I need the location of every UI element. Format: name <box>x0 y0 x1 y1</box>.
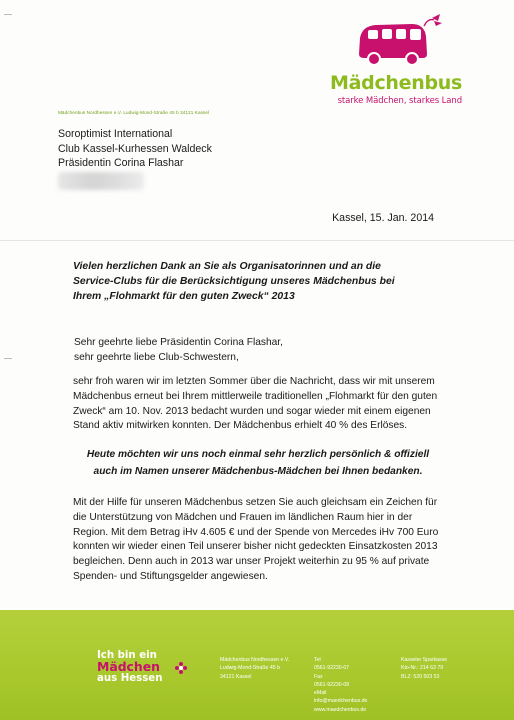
salutation-line: Sehr geehrte liebe Präsidentin Corina Flashar, <box>74 337 283 348</box>
footer-contact <box>314 656 367 714</box>
tel-label: Tel <box>314 657 321 663</box>
footer-logo <box>97 650 162 684</box>
footer-address-line: Ludwig-Mond-Straße 45 b <box>220 665 280 672</box>
text-line: konnten wir wieder einen Teil unserer bisher nicht gedeckten Einsatzkosten 2013 <box>73 541 438 553</box>
logo-name: Mädchenbus <box>330 72 462 94</box>
subject-line: Service-Clubs für die Berücksichtigung unseres Mädchenbus bei <box>73 276 395 288</box>
recipient-address <box>58 127 212 171</box>
footer-address-line: Mädchenbus Nordhessen e.V. <box>220 657 290 663</box>
footer-bank-line: Kasseler Sparkasse <box>401 657 448 663</box>
text-line: Spenden- und Stiftungsgelder angewiesen. <box>73 570 268 582</box>
recipient-line: Soroptimist International <box>58 128 173 140</box>
fax-value: 0561-92230-08 <box>314 681 350 688</box>
footer-bank-line: Kto-Nr.: 214 63 79 <box>401 665 444 672</box>
footer-logo-line: aus Hessen <box>97 673 163 684</box>
footer-logo-highlight: Mädchen <box>97 659 160 674</box>
footer-tel <box>314 656 367 673</box>
sender-address-line: Mädchenbus Nordhessen e.V. Ludwig-Mond-Straße 45 b 34121 Kassel <box>58 110 210 115</box>
logo-tagline: starke Mädchen, starkes Land <box>337 96 462 106</box>
footer-web: www.maedchenbus.de <box>314 706 367 713</box>
mail-label: eMail <box>314 690 327 697</box>
text-line: Stand aktiv mitwirken konnten. Der Mädchenbus erhielt 40 % des Erlöses. <box>73 420 408 432</box>
text-line: sehr froh waren wir im letzten Sommer über die Nachricht, dass wir mit unserem <box>73 376 435 387</box>
salutation-line: sehr geehrte liebe Club-Schwestern, <box>74 352 239 363</box>
footer-address-line: 34121 Kassel <box>220 673 252 680</box>
punch-mark <box>4 14 12 15</box>
footer-logo-line: Ich bin ein <box>97 650 157 661</box>
footer-fax <box>314 673 367 690</box>
paragraph-2 <box>73 496 443 585</box>
recipient-line: Club Kassel-Kurhessen Waldeck <box>58 142 212 155</box>
maedchenbus-logo <box>312 14 462 104</box>
paragraph-1 <box>73 375 443 434</box>
text-line: Zweck“ am 10. Nov. 2013 bedacht wurden und sogar wieder mit einem eigenen <box>73 405 431 417</box>
footer-bank <box>401 656 447 681</box>
text-line: Mädchenbus erneut bei Ihrem mittlerweile traditionellen „Flohmarkt für den guten <box>73 390 438 402</box>
text-line: die Unterstützung von Mädchen und Frauen im ländlichen Raum hier in der <box>73 511 413 523</box>
letter-date: Kassel, 15. Jan. 2014 <box>332 212 434 224</box>
footer-bank-line: BLZ: 520 503 53 <box>401 673 440 680</box>
subject-heading <box>73 259 443 305</box>
punch-mark <box>4 358 12 359</box>
subject-line: Vielen herzlichen Dank an Sie als Organisatorinnen und an die <box>73 261 381 272</box>
fold-line <box>0 240 514 241</box>
redacted-address <box>58 172 144 190</box>
highlight-line: auch im Namen unserer Mädchenbus-Mädchen bei Ihnen bedanken. <box>93 466 423 477</box>
highlight-line: Heute möchten wir uns noch einmal sehr herzlich persönlich & offiziell <box>86 449 430 460</box>
tel-value: 0561-92230-07 <box>314 665 350 672</box>
text-line: Region. Mit dem Betrag iHv 4.605 € und der Spende von Mercedes iHv 700 Euro <box>73 526 439 538</box>
footer-address <box>220 656 289 681</box>
footer-mail <box>314 689 367 706</box>
text-line: Mit der Hilfe für unseren Mädchenbus setzen Sie auch gleichsam ein Zeichen für <box>73 497 438 508</box>
salutation <box>74 335 283 365</box>
mail-value: info@maedchenbus.de <box>314 698 368 705</box>
thank-you-highlight <box>73 446 443 480</box>
text-line: begleichen. Denn auch in 2013 war unser Projekt weiterhin zu 95 % auf private <box>73 556 430 568</box>
fax-label: Fax <box>314 673 323 680</box>
bus-icon <box>354 14 446 70</box>
flower-icon <box>175 662 187 674</box>
subject-line: Ihrem „Flohmarkt für den guten Zweck“ 2013 <box>73 291 295 303</box>
recipient-line: Präsidentin Corina Flashar <box>58 157 184 169</box>
